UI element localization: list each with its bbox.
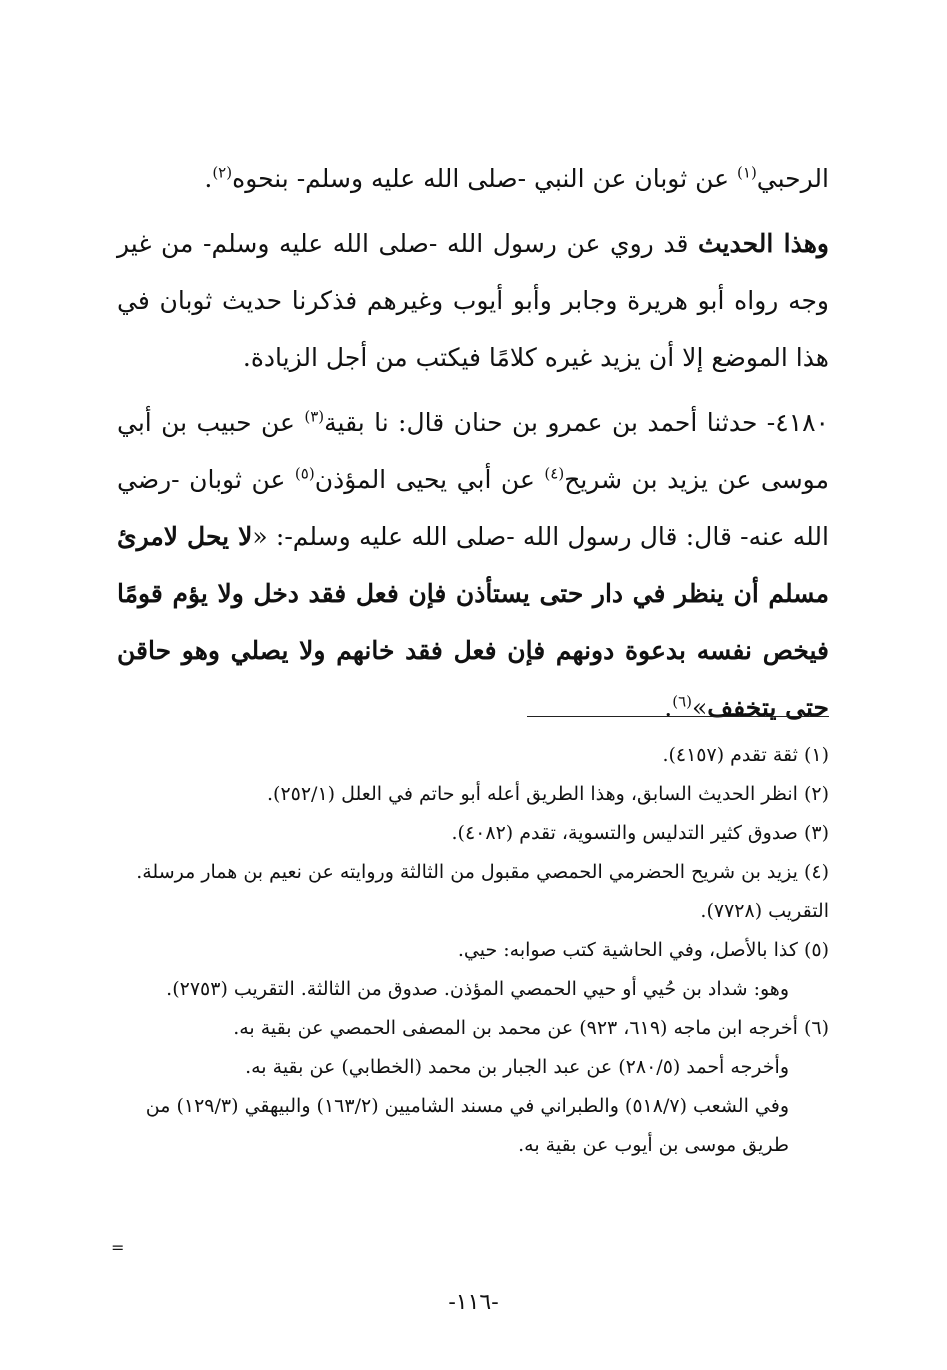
footnote-5 [117,931,829,970]
hadith-text: لا يحل لامرئ مسلم أن ينظر في دار حتى يستأذن فإن فعل فقد دخل ولا يؤم قومًا فيخص نفسه بدعوة دونهم فإن فعل فقد خانهم ولا يصلي وهو حاقن حتى يتخفف [117,522,829,722]
footnote-number: (٦) [803,1017,829,1039]
text-run: ٤١٨٠- حدثنا أحمد بن عمرو بن حنان قال: نا بقية [324,408,829,437]
footnote-ref: (١) [737,163,757,182]
text-run: . [664,693,673,722]
footnote-text: وهو: شداد بن حُيي أو حيي الحمصي المؤذن. صدوق من الثالثة. التقريب (٢٧٥٣). [166,978,789,1000]
footnote-text: كذا بالأصل، وفي الحاشية كتب صوابه: حيي. [457,939,798,961]
footnote-ref: (٤) [544,464,565,483]
text-run: الرحبي [756,164,829,193]
footnote-6-continuation [117,1087,829,1165]
main-text [117,150,829,736]
bold-heading-phrase: وهذا الحديث [697,229,829,258]
footnote-separator [527,716,829,717]
footnote-text: يزيد بن شريح الحضرمي الحمصي مقبول من الثالثة وروايته عن نعيم بن همار مرسلة. التقريب (٧٧٢٨). [136,861,829,922]
paragraph-3-hadith [117,394,829,736]
footnote-text: انظر الحديث السابق، وهذا الطريق أعله أبو حاتم في العلل (٢٥٢/١). [266,783,798,805]
footnote-5-continuation [117,970,829,1009]
paragraph-2 [117,215,829,386]
footnote-1 [117,736,829,775]
text-run: قد روي عن رسول الله -صلى الله عليه وسلم- من غير وجه رواه أبو هريرة وجابر وأبو أيوب وغيرهم فذكرنا حديث ثوبان في هذا الموضع إلا أن يزيد غيره كلامًا فيكتب من أجل الزيادة. [117,229,829,372]
footnote-text: صدوق كثير التدليس والتسوية، تقدم (٤٠٨٢). [451,822,798,844]
footnote-number: (٢) [803,783,829,805]
text-run: » [691,693,708,722]
footnote-6-continuation [117,1048,829,1087]
text-run: عن حبيب بن أبي موسى عن يزيد بن شريح [117,408,829,494]
footnote-text: وفي الشعب (٥١٨/٧) والطبراني في مسند الشاميين (١٦٣/٢) والبيهقي (١٢٩/٣) من طريق موسى بن أيوب عن بقية به. [145,1095,789,1156]
footnote-text: ثقة تقدم (٤١٥٧). [662,744,798,766]
footnote-2 [117,775,829,814]
page-number: -١١٦- [448,1290,499,1315]
footnote-3 [117,814,829,853]
footnote-ref: (٥) [294,464,315,483]
text-run: . [204,164,213,193]
footnote-text: وأخرجه أحمد (٢٨٠/٥) عن عبد الجبار بن محمد (الخطابي) عن بقية به. [245,1056,789,1078]
footnote-ref: (٢) [212,163,233,182]
continuation-mark: = [111,1238,125,1257]
footnote-ref: (٦) [672,692,692,711]
footnote-number: (٤) [803,861,829,883]
text-run: عن أبي يحيى المؤذن [314,465,545,494]
footnote-number: (٥) [803,939,829,961]
text-run: عن ثوبان عن النبي -صلى الله عليه وسلم- بنحوه [232,164,738,193]
footnote-number: (٣) [803,822,829,844]
footnote-ref: (٣) [304,407,325,426]
footnotes [117,736,829,1165]
footnote-4 [117,853,829,931]
paragraph-1 [117,150,829,207]
footnote-number: (١) [803,744,829,766]
text-run: عن ثوبان -رضي الله عنه- قال: قال رسول الله -صلى الله عليه وسلم-: « [117,465,829,551]
footnote-6 [117,1009,829,1048]
footnote-text: أخرجه ابن ماجه (٦١٩، ٩٢٣) عن محمد بن المصفى الحمصي عن بقية به. [233,1017,798,1039]
